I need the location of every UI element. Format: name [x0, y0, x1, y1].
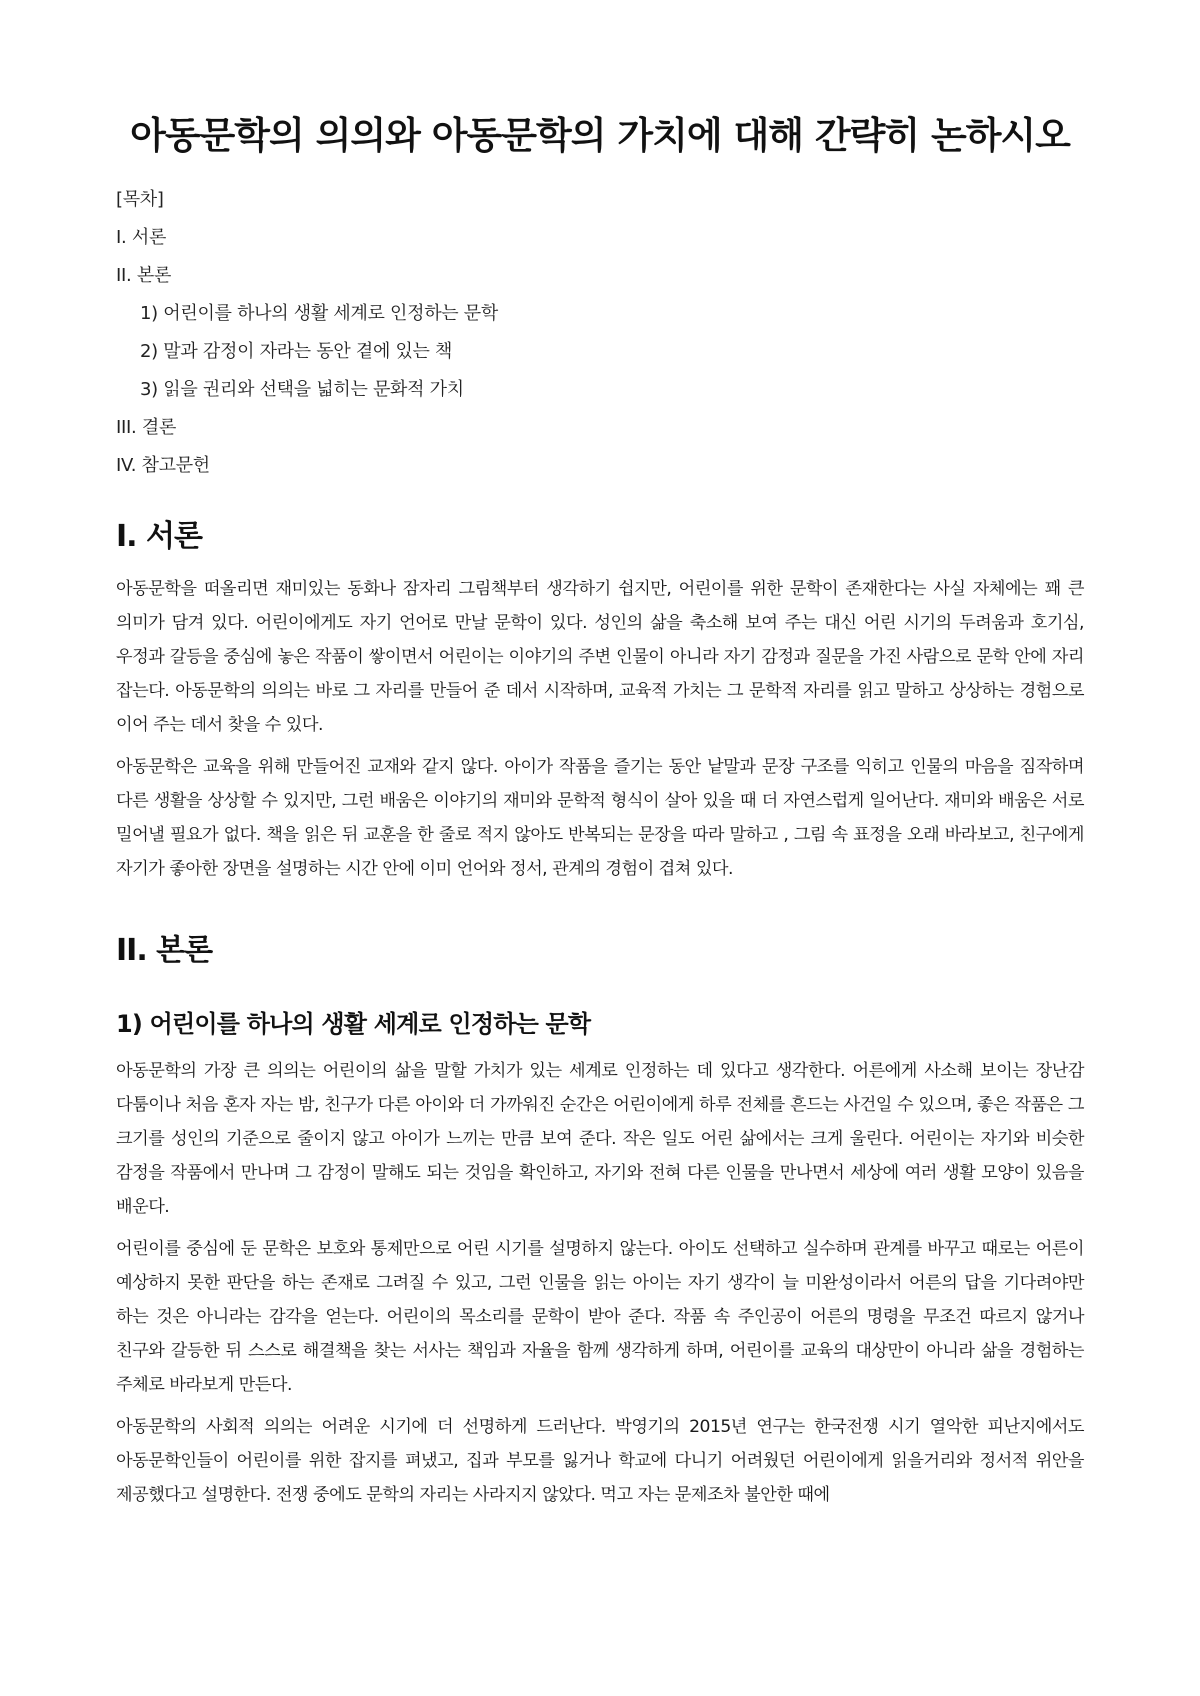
- section-heading-intro: I. 서론: [116, 519, 202, 554]
- document-title: 아동문학의 의의와 아동문학의 가치에 대해 간략히 논하시오: [130, 114, 1070, 157]
- paragraph: 아동문학의 가장 큰 의의는 어린이의 삶을 말할 가치가 있는 세계로 인정하는 데 있다고 생각한다. 어른에게 사소해 보이는 장난감 다툼이나 처음 혼자 자는 밤, 친구가 다른 아이와 더 가까워진 순간은 어린이에게 하루 전체를 흔드는 사건일 수 있으며, 좋은 작품은 그 크기를 성인의 기준으로 줄이지 않고 아이가 느끼는 만큼 보여 준다. 작은 일도 어린 삶에서는 크게 울린다. 어린이는 자기와 비슷한 감정을 작품에서 만나며 그 감정이 말해도 되는 것임을 확인하고, 자기와 전혀 다른 인물을 만나면서 세상에 여러 생활 모양이 있음을 배운다.: [116, 1061, 1084, 1217]
- toc-item: 1) 어린이를 하나의 생활 세계로 인정하는 문학: [140, 303, 498, 324]
- toc-item: 3) 읽을 권리와 선택을 넓히는 문화적 가치: [140, 379, 464, 400]
- toc-item: II. 본론: [116, 265, 172, 286]
- table-of-contents: [116, 188, 1084, 492]
- toc-item: IV. 참고문헌: [116, 455, 210, 476]
- paragraph: 아동문학의 사회적 의의는 어려운 시기에 더 선명하게 드러난다. 박영기의 2015년 연구는 한국전쟁 시기 열악한 피난지에서도 아동문학인들이 어린이를 위한 잡지를 펴냈고, 집과 부모를 잃거나 학교에 다니기 어려웠던 어린이에게 읽을거리와 정서적 위안을 제공했다고 설명한다. 전쟁 중에도 문학의 자리는 사라지지 않았다. 먹고 자는 문제조차 불안한 때에: [116, 1417, 1084, 1505]
- section-spacer: [116, 894, 1084, 910]
- toc-heading: [목차]: [116, 189, 164, 210]
- paragraph: 아동문학을 떠올리면 재미있는 동화나 잠자리 그림책부터 생각하기 쉽지만, 어린이를 위한 문학이 존재한다는 사실 자체에는 꽤 큰 의미가 담겨 있다. 어린이에게도 자기 언어로 만날 문학이 있다. 성인의 삶을 축소해 보여 주는 대신 어린 시기의 두려움과 호기심, 우정과 갈등을 중심에 놓은 작품이 쌓이면서 어린이는 이야기의 주변 인물이 아니라 자기 감정과 질문을 가진 사람으로 문학 안에 자리 잡는다. 아동문학의 의의는 바로 그 자리를 만들어 준 데서 시작하며, 교육적 가치는 그 문학적 자리를 읽고 말하고 상상하는 경험으로 이어 주는 데서 찾을 수 있다.: [116, 579, 1084, 735]
- paragraph: 아동문학은 교육을 위해 만들어진 교재와 같지 않다. 아이가 작품을 즐기는 동안 낱말과 문장 구조를 익히고 인물의 마음을 짐작하며 다른 생활을 상상할 수 있지만, 그런 배움은 이야기의 재미와 문학적 형식이 살아 있을 때 더 자연스럽게 일어난다. 재미와 배움은 서로 밀어낼 필요가 없다. 책을 읽은 뒤 교훈을 한 줄로 적지 않아도 반복되는 문장을 따라 말하고 , 그림 속 표정을 오래 바라보고, 친구에게 자기가 좋아한 장면을 설명하는 시간 안에 이미 언어와 정서, 관계의 경험이 겹쳐 있다.: [116, 757, 1084, 879]
- section-heading-body: II. 본론: [116, 933, 213, 968]
- paragraph: 어린이를 중심에 둔 문학은 보호와 통제만으로 어린 시기를 설명하지 않는다. 아이도 선택하고 실수하며 관계를 바꾸고 때로는 어른이 예상하지 못한 판단을 하는 존재로 그려질 수 있고, 그런 인물을 읽는 아이는 자기 생각이 늘 미완성이라서 어른의 답을 기다려야만 하는 것은 아니라는 감각을 얻는다. 어린이의 목소리를 문학이 받아 준다. 작품 속 주인공이 어른의 명령을 무조건 따르지 않거나 친구와 갈등한 뒤 스스로 해결책을 찾는 서사는 책임과 자율을 함께 생각하게 하며, 어린이를 교육의 대상만이 아니라 삶을 경험하는 주체로 바라보게 만든다.: [116, 1239, 1084, 1395]
- toc-item: III. 결론: [116, 417, 177, 438]
- subsection-heading: 1) 어린이를 하나의 생활 세계로 인정하는 문학: [116, 1010, 591, 1038]
- toc-item: I. 서론: [116, 227, 167, 248]
- toc-item: 2) 말과 감정이 자라는 동안 곁에 있는 책: [140, 341, 453, 362]
